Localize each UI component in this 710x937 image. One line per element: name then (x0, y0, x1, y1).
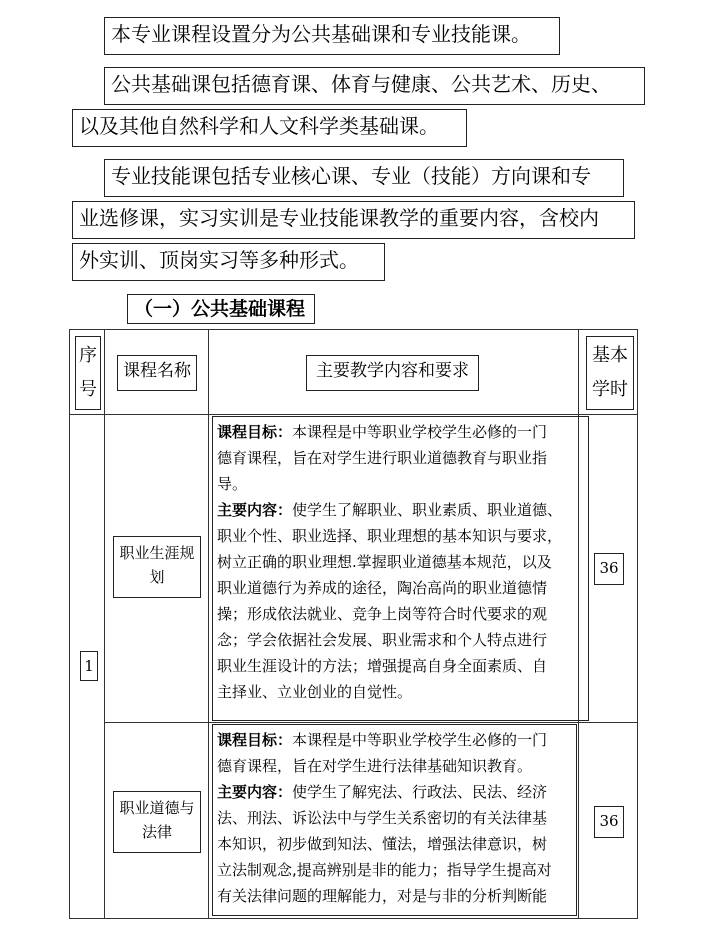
row-1-name-line-1: 职业生涯规 (119, 544, 195, 562)
row-2-goal (217, 727, 572, 753)
row-2-content-line: 法、刑法、诉讼法中与学生关系密切的有关法律基 (217, 809, 548, 827)
row-1-goal-label: 课程目标： (217, 423, 293, 441)
row-2-goal-label: 课程目标： (217, 731, 293, 749)
row-1-content-line: 树立正确的职业理想.掌握职业道德基本规范，以及 (217, 553, 552, 571)
header-hours (586, 336, 634, 410)
row-2-content-line: 有关法律问题的理解能力，对是与非的分析判断能 (217, 887, 548, 905)
row-1-content-line: 念；学会依据社会发展、职业需求和个人特点进行 (217, 631, 548, 649)
table-divider (104, 329, 105, 919)
table-row-divider (104, 722, 638, 723)
intro-line-1: 本专业课程设置分为公共基础课和专业技能课。 (104, 17, 560, 55)
row-1-course-name (113, 536, 201, 598)
header-hours-line-1: 基本 (592, 345, 628, 366)
row-2-content-line: 本知识，初步做到知法、懂法，增强法律意识，树 (217, 835, 548, 853)
header-seq (75, 336, 101, 410)
row-1-content-line: 职业道德行为养成的途径，陶冶高尚的职业道德情 (217, 579, 548, 597)
row-1-content-line: 职业个性、职业选择、职业理想的基本知识与要求， (217, 527, 563, 545)
row-1-goal-line: 导。 (217, 475, 248, 493)
row-2-content-line: 立法制观念,提高辨别是非的能力；指导学生提高对 (217, 861, 552, 879)
intro-p3-line-1: 专业技能课包括专业核心课、专业（技能）方向课和专 (104, 159, 624, 197)
row-1-goal (217, 419, 584, 445)
row-1-content-line: 使学生了解职业、职业素质、职业道德、 (292, 501, 563, 519)
row-1-name-line-2: 划 (149, 568, 165, 586)
row-2-course-name (113, 791, 201, 853)
header-seq-line-1: 序 (79, 345, 97, 366)
row-2-goal-line: 本课程是中等职业学校学生必修的一门 (292, 731, 548, 749)
row-1-content-line: 操；形成依法就业、竞争上岗等符合时代要求的观 (217, 605, 548, 623)
intro-p3-line-2: 业选修课，实习实训是专业技能课教学的重要内容，含校内 (72, 201, 635, 239)
header-hours-line-2: 学时 (592, 379, 628, 400)
row-1-main (217, 497, 584, 523)
row-1-content (212, 416, 589, 721)
row-1-content-label: 主要内容： (217, 501, 293, 519)
row-seq-number: 1 (80, 651, 98, 681)
row-2-name-line-1: 职业道德与 (119, 799, 195, 817)
row-2-name-line-2: 法律 (141, 823, 172, 841)
intro-p2-line-1: 公共基础课包括德育课、体育与健康、公共艺术、历史、 (104, 67, 645, 105)
header-seq-line-2: 号 (79, 379, 97, 400)
table-header-divider (69, 414, 638, 415)
row-2-content-label: 主要内容： (217, 783, 293, 801)
intro-p3-line-3: 外实训、顶岗实习等多种形式。 (72, 243, 385, 281)
section-heading: （一）公共基础课程 (127, 294, 315, 324)
row-2-content-line: 使学生了解宪法、行政法、民法、经济 (292, 783, 548, 801)
intro-p2-line-2: 以及其他自然科学和人文科学类基础课。 (72, 109, 467, 147)
header-content: 主要教学内容和要求 (306, 355, 479, 391)
row-2-content (212, 724, 577, 916)
table-divider (208, 329, 209, 919)
row-1-goal-line: 本课程是中等职业学校学生必修的一门 (292, 423, 548, 441)
row-2-main (217, 779, 572, 805)
row-1-goal-line: 德育课程，旨在对学生进行职业道德教育与职业指 (217, 449, 548, 467)
row-1-content-line: 职业生涯设计的方法；增强提高自身全面素质、自 (217, 657, 548, 675)
header-course-name: 课程名称 (117, 355, 197, 391)
row-1-hours: 36 (594, 553, 624, 585)
row-1-content-line: 主择业、立业创业的自觉性。 (217, 683, 413, 701)
row-2-hours: 36 (594, 806, 624, 838)
row-2-goal-line: 德育课程，旨在对学生进行法律基础知识教育。 (217, 757, 533, 775)
